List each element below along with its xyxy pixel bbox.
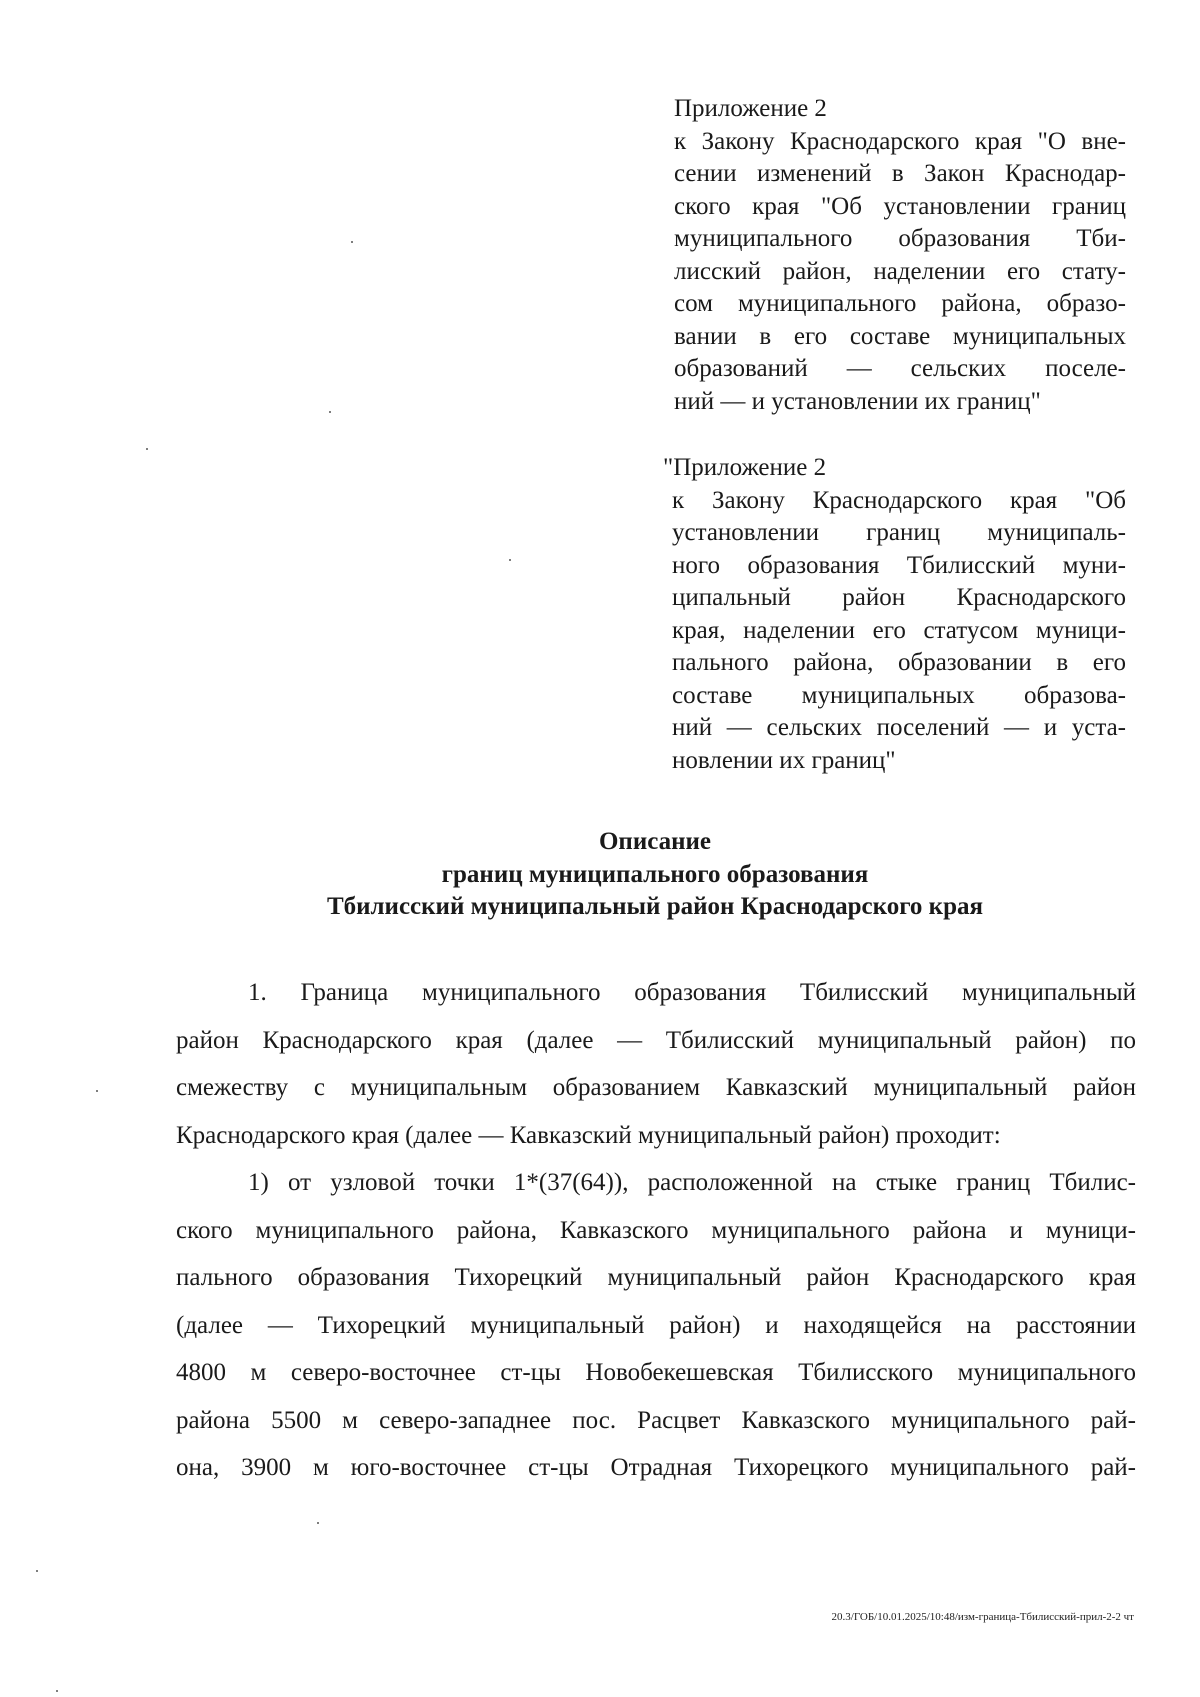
annex-header-current xyxy=(674,93,1126,418)
scan-speck xyxy=(317,1522,319,1524)
annex-line: образований — сельских поселе- xyxy=(674,355,1126,382)
title-line-2: границ муниципального образования xyxy=(441,860,869,888)
scan-speck xyxy=(509,559,511,561)
paragraph-2-line: ского муниципального района, Кавказского муниципального района и муници- xyxy=(176,1216,1136,1244)
annex-line: лисский район, наделении его стату- xyxy=(674,257,1126,285)
paragraph-2-line: 1) от узловой точки 1*(37(64)), расположенной на стыке границ Тбилис- xyxy=(248,1169,1136,1196)
annex-line: сении изменений в Закон Краснодар- xyxy=(674,160,1126,187)
paragraph-2-line: 4800 м северо-восточнее ст-цы Новобекешевская Тбилисского муниципального xyxy=(176,1359,1136,1386)
scan-speck xyxy=(36,1570,38,1572)
annex-line: муниципального образования Тби- xyxy=(674,225,1126,252)
paragraph-1-line: Краснодарского края (далее — Кавказский муниципальный район) проходит: xyxy=(176,1121,1001,1149)
annex-line: новлении их границ" xyxy=(672,746,896,774)
document-title xyxy=(150,826,1160,924)
scan-speck xyxy=(351,241,353,243)
paragraph-2-line: района 5500 м северо-западнее пос. Расцвет Кавказского муниципального рай- xyxy=(176,1406,1136,1434)
title-line-1: Описание xyxy=(598,828,712,855)
scan-speck xyxy=(329,411,331,413)
paragraph-1-line: смежеству с муниципальным образованием Кавказский муниципальный район xyxy=(176,1074,1136,1101)
annex-heading: Приложение 2 xyxy=(674,95,827,122)
annex-line: края, наделении его статусом муници- xyxy=(672,616,1126,644)
annex-line: пального района, образовании в его xyxy=(672,649,1126,676)
annex-line: ского края "Об установлении границ xyxy=(674,192,1126,220)
annex-line: ного образования Тбилисский муни- xyxy=(672,551,1126,579)
annex-line: составе муниципальных образова- xyxy=(672,681,1126,709)
annex-line: ний — сельских поселений — и уста- xyxy=(672,714,1126,741)
annex-line: ципальный район Краснодарского xyxy=(672,584,1126,611)
title-line-3: Тбилисский муниципальный район Краснодарского края xyxy=(326,893,984,920)
scan-speck xyxy=(146,448,148,450)
annex-heading: "Приложение 2 xyxy=(663,454,827,481)
annex-line: к Закону Краснодарского края "Об xyxy=(672,486,1126,514)
annex-line: сом муниципального района, образо- xyxy=(674,290,1126,317)
annex-header-amended xyxy=(663,452,1126,777)
annex-line: к Закону Краснодарского края "О вне- xyxy=(674,127,1126,155)
annex-line: вании в его составе муниципальных xyxy=(674,322,1126,350)
paragraph-2-line: она, 3900 м юго-восточнее ст-цы Отрадная Тихорецкого муниципального рай- xyxy=(176,1454,1136,1481)
paragraph-1-line: район Краснодарского края (далее — Тбилисский муниципальный район) по xyxy=(176,1026,1136,1054)
annex-line: установлении границ муниципаль- xyxy=(672,519,1126,546)
annex-line: ний — и установлении их границ" xyxy=(674,387,1041,415)
paragraph-2-line: пального образования Тихорецкий муниципальный район Краснодарского края xyxy=(176,1264,1136,1291)
paragraph-2-line: (далее — Тихорецкий муниципальный район) и находящейся на расстоянии xyxy=(176,1311,1136,1339)
scan-speck xyxy=(56,1690,58,1692)
document-footer-code: 20.3/ГОБ/10.01.2025/10:48/изм-граница-Тбилисский-прил-2-2 чт xyxy=(831,1611,1134,1623)
scan-speck xyxy=(96,1090,98,1092)
paragraph-1-line: 1. Граница муниципального образования Тбилисский муниципальный xyxy=(248,979,1136,1006)
document-body xyxy=(176,969,1136,1492)
